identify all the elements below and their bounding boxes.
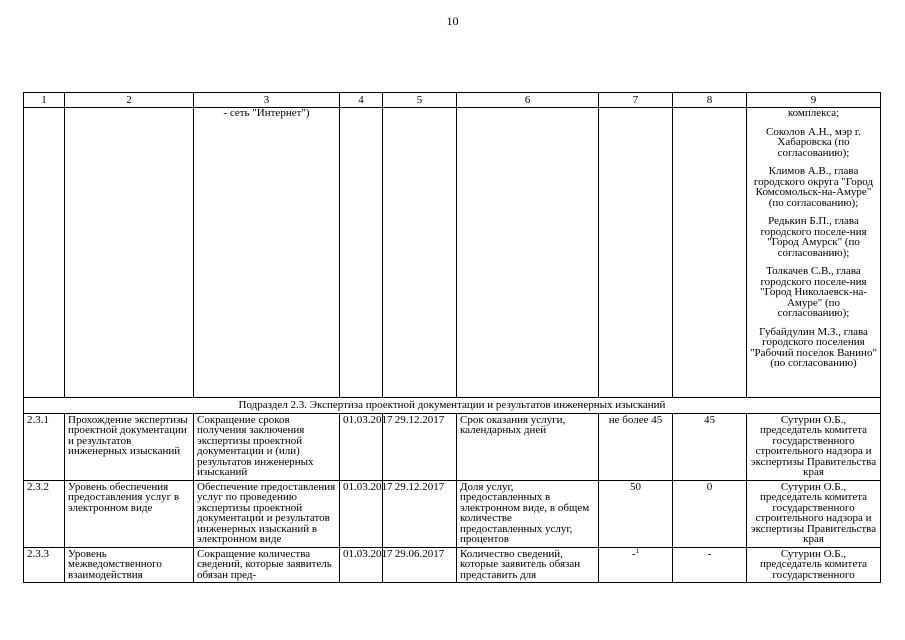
target-value-text: - xyxy=(631,547,636,560)
col-header-9: 9 xyxy=(747,93,881,108)
row-name: Уровень межведомственного взаимодействия xyxy=(65,547,194,583)
responsible-person: Губайдулин М.З., глава городского поселения "Рабочий поселок Ванино" (по согласованию) xyxy=(750,325,877,369)
row-responsible: Сутурин О.Б., председатель комитета государственного xyxy=(747,547,881,583)
row-indicator: Доля услуг, предоставленных в электронном виде, в общем количестве предоставленных услуг, процентов xyxy=(457,480,599,547)
row-name: Прохождение экспертизы проектной документации и результатов инженерных изысканий xyxy=(65,413,194,480)
col-header-4: 4 xyxy=(340,93,383,108)
responsible-person: Климов А.В., глава городского округа "Город Комсомольск-на-Амуре" (по согласованию); xyxy=(753,165,874,209)
responsible-person: Редькин Б.П., глава городского поселе-ния "Город Амурск" (по согласованию); xyxy=(760,215,867,259)
row-name: Уровень обеспечения предоставления услуг в электронном виде xyxy=(65,480,194,547)
row-current-value: 45 xyxy=(673,413,747,480)
col-header-2: 2 xyxy=(65,93,194,108)
row-measure: Сокращение сроков получения заключения экспертизы проектной документации и (или) результатов инженерных изысканий xyxy=(194,413,340,480)
table-row xyxy=(24,413,881,480)
col-header-5: 5 xyxy=(383,93,457,108)
row-responsible: Сутурин О.Б., председатель комитета государственного строительного надзора и экспертизы Правительства края xyxy=(747,480,881,547)
row-end-date: 29.12.2017 xyxy=(383,480,457,547)
row-target-value xyxy=(599,547,673,583)
subsection-title: Подраздел 2.3. Экспертиза проектной документации и результатов инженерных изысканий xyxy=(24,398,881,414)
col-header-8: 8 xyxy=(673,93,747,108)
col-header-7: 7 xyxy=(599,93,673,108)
row-measure: Сокращение количества сведений, которые заявитель обязан пред- xyxy=(194,547,340,583)
col-header-3: 3 xyxy=(194,93,340,108)
responsible-fragment: комплекса; xyxy=(787,107,840,119)
col-header-1: 1 xyxy=(24,93,65,108)
row-indicator: Количество сведений, которые заявитель обязан представить для xyxy=(457,547,599,583)
continuation-measure: - сеть "Интернет") xyxy=(194,108,340,398)
row-start-date: 01.03.2017 xyxy=(340,480,383,547)
responsible-person: Соколов А.Н., мэр г. Хабаровска (по согласованию); xyxy=(766,125,861,159)
row-start-date: 01.03.2017 xyxy=(340,547,383,583)
row-current-value: - xyxy=(673,547,747,583)
continuation-responsible xyxy=(747,108,881,398)
continuation-row xyxy=(24,108,881,398)
row-number: 2.3.1 xyxy=(24,413,65,480)
col-header-6: 6 xyxy=(457,93,599,108)
row-target-value: не более 45 xyxy=(599,413,673,480)
row-responsible: Сутурин О.Б., председатель комитета государственного строительного надзора и экспертизы Правительства края xyxy=(747,413,881,480)
row-current-value: 0 xyxy=(673,480,747,547)
page-number: 10 xyxy=(446,14,459,28)
column-number-row xyxy=(24,93,881,108)
table-row xyxy=(24,480,881,547)
plan-table xyxy=(23,92,881,583)
row-number: 2.3.3 xyxy=(24,547,65,583)
row-number: 2.3.2 xyxy=(24,480,65,547)
row-indicator: Срок оказания услуги, календарных дней xyxy=(457,413,599,480)
row-start-date: 01.03.2017 xyxy=(340,413,383,480)
subsection-row xyxy=(24,398,881,414)
table-row xyxy=(24,547,881,583)
row-end-date: 29.12.2017 xyxy=(383,413,457,480)
responsible-person: Толкачев С.В., глава городского поселе-ния "Город Николаевск-на-Амуре" (по согласованию); xyxy=(759,265,868,319)
row-measure: Обеспечение предоставления услуг по проведению экспертизы проектной документации и результатов инженерных изысканий в электронном виде xyxy=(194,480,340,547)
footnote-marker: 1 xyxy=(635,546,640,555)
row-target-value: 50 xyxy=(599,480,673,547)
row-end-date: 29.06.2017 xyxy=(383,547,457,583)
